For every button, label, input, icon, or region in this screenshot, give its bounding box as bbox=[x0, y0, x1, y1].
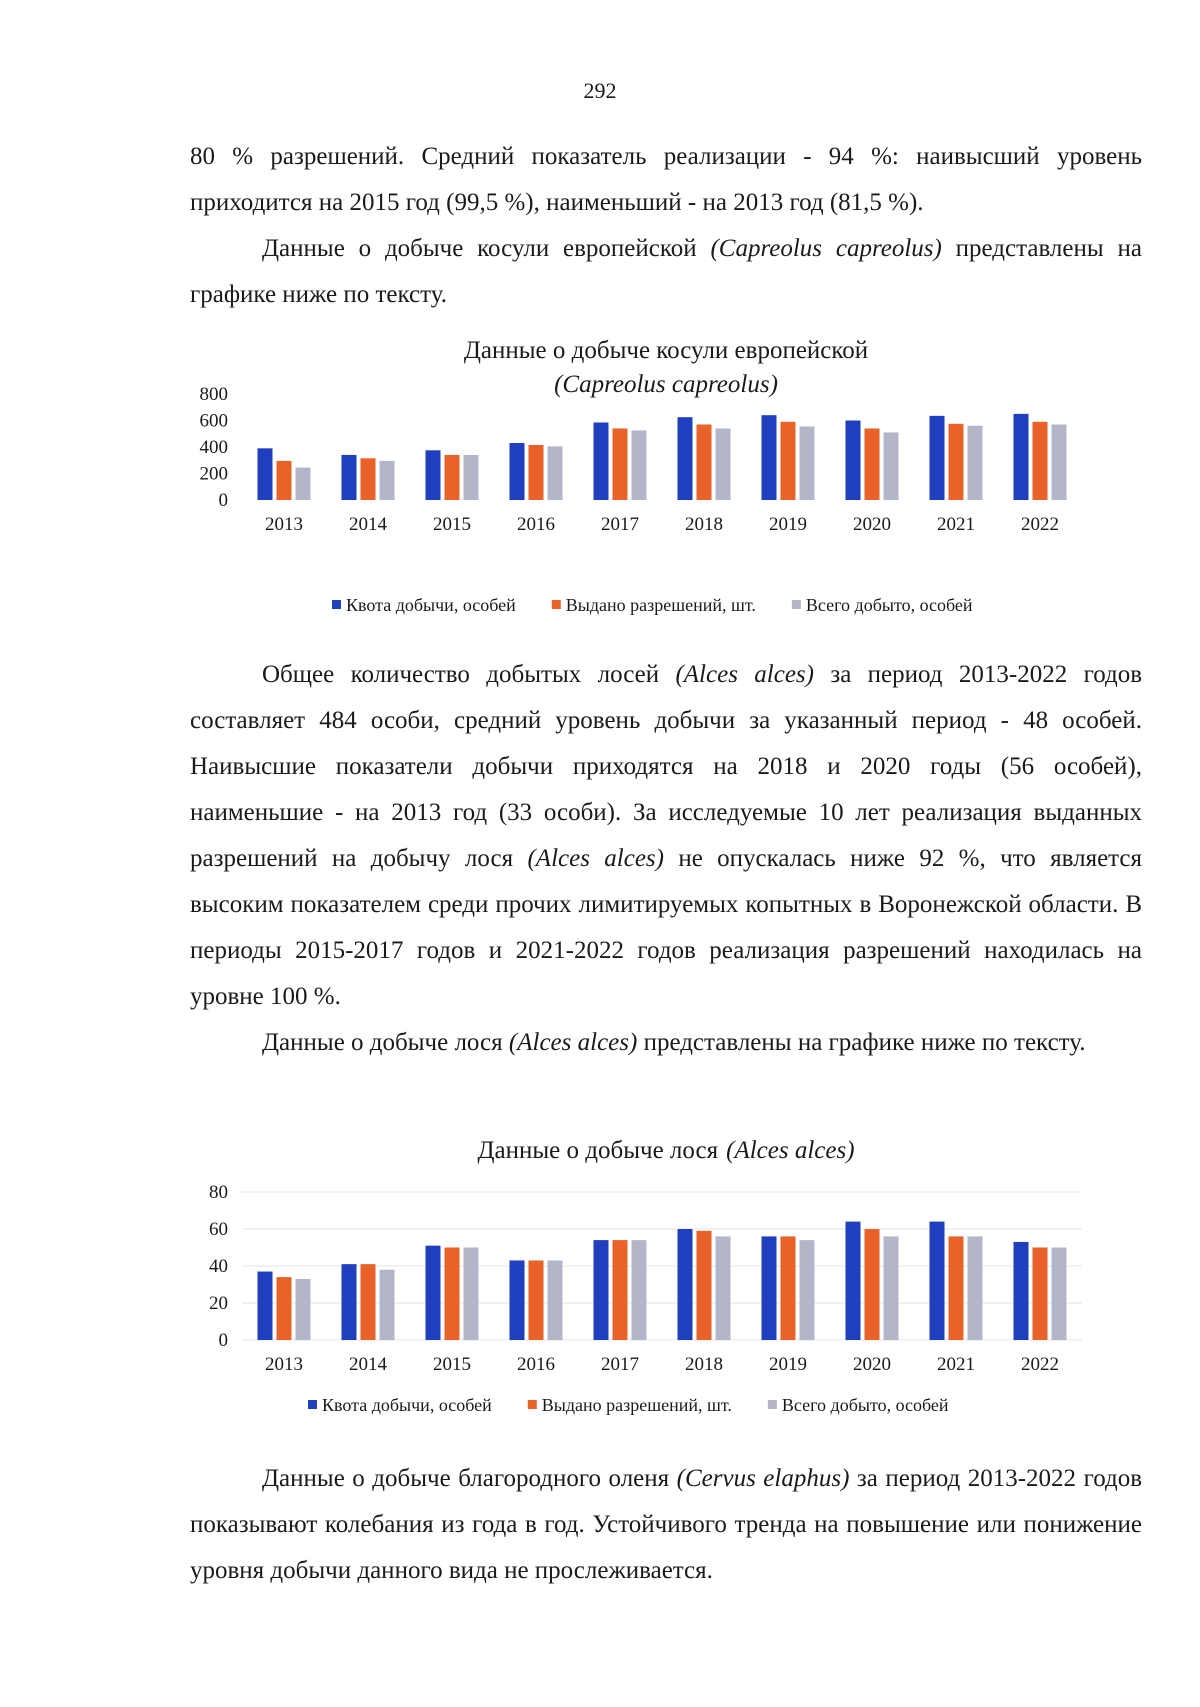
bar-quota-2021 bbox=[930, 416, 945, 500]
x-tick-label: 2013 bbox=[265, 1354, 303, 1375]
bar-harvested-2022 bbox=[1052, 1248, 1067, 1341]
x-tick-label: 2014 bbox=[349, 1354, 387, 1375]
chart-subtitle: (Alces alces) bbox=[726, 1137, 855, 1164]
chart-subtitle: (Capreolus capreolus) bbox=[554, 371, 778, 398]
x-tick-label: 2020 bbox=[853, 1354, 891, 1375]
paragraph-text: представлены на графике ниже по тексту. bbox=[637, 1029, 1086, 1056]
paragraph-moose-summary bbox=[190, 652, 1142, 1020]
chart-title: Данные о добыче косули европейской bbox=[463, 337, 869, 364]
moose-chart-svg bbox=[190, 1132, 1142, 1432]
bar-quota-2018 bbox=[678, 1229, 693, 1340]
bar-harvested-2018 bbox=[716, 428, 731, 500]
bar-permits-2015 bbox=[445, 1248, 460, 1341]
x-tick-label: 2016 bbox=[517, 514, 555, 535]
x-tick-label: 2018 bbox=[685, 514, 723, 535]
bar-quota-2021 bbox=[930, 1222, 945, 1340]
bar-quota-2022 bbox=[1014, 414, 1029, 500]
bar-permits-2021 bbox=[949, 1236, 964, 1340]
roe-deer-harvest-chart bbox=[190, 332, 1142, 632]
bar-permits-2019 bbox=[781, 1236, 796, 1340]
y-tick-label: 60 bbox=[209, 1219, 228, 1240]
x-tick-label: 2015 bbox=[433, 514, 471, 535]
bar-harvested-2019 bbox=[800, 426, 815, 500]
bar-permits-2018 bbox=[697, 1231, 712, 1340]
bar-harvested-2016 bbox=[548, 1260, 563, 1340]
legend-swatch-quota bbox=[308, 1400, 317, 1409]
bar-harvested-2019 bbox=[800, 1240, 815, 1340]
paragraph-roe-deer-intro bbox=[190, 226, 1142, 318]
bar-harvested-2020 bbox=[884, 432, 899, 500]
bar-permits-2020 bbox=[865, 428, 880, 500]
bar-harvested-2015 bbox=[464, 1248, 479, 1341]
bar-harvested-2014 bbox=[380, 1270, 395, 1340]
bar-permits-2013 bbox=[277, 1277, 292, 1340]
x-tick-label: 2017 bbox=[601, 514, 639, 535]
bar-harvested-2013 bbox=[296, 1279, 311, 1340]
x-tick-label: 2021 bbox=[937, 1354, 975, 1375]
bar-harvested-2017 bbox=[632, 430, 647, 500]
paragraph-text: Данные о добыче лося bbox=[262, 1029, 509, 1056]
chart-plot-area bbox=[209, 1182, 1082, 1375]
paragraph-moose-intro bbox=[190, 1020, 1142, 1066]
bar-permits-2016 bbox=[529, 1260, 544, 1340]
bar-permits-2013 bbox=[277, 461, 292, 500]
y-tick-label: 80 bbox=[209, 1182, 228, 1203]
y-tick-label: 0 bbox=[218, 1330, 228, 1351]
x-tick-label: 2020 bbox=[853, 514, 891, 535]
legend-label-quota: Квота добычи, особей bbox=[346, 595, 516, 615]
bar-harvested-2017 bbox=[632, 1240, 647, 1340]
bar-permits-2016 bbox=[529, 445, 544, 500]
bar-permits-2022 bbox=[1033, 422, 1048, 500]
y-tick-label: 800 bbox=[199, 384, 228, 405]
bar-quota-2020 bbox=[846, 1222, 861, 1340]
bar-quota-2017 bbox=[594, 422, 609, 500]
bar-permits-2022 bbox=[1033, 1248, 1048, 1341]
x-tick-label: 2022 bbox=[1021, 514, 1059, 535]
bar-quota-2014 bbox=[342, 1264, 357, 1340]
bar-harvested-2022 bbox=[1052, 424, 1067, 500]
bar-harvested-2020 bbox=[884, 1236, 899, 1340]
bar-permits-2014 bbox=[361, 458, 376, 500]
bar-quota-2016 bbox=[510, 443, 525, 500]
legend-swatch-permits bbox=[552, 600, 561, 609]
roe-deer-chart-svg bbox=[190, 332, 1142, 632]
bar-quota-2017 bbox=[594, 1240, 609, 1340]
bar-harvested-2015 bbox=[464, 455, 479, 500]
x-tick-label: 2018 bbox=[685, 1354, 723, 1375]
legend-label-harvested: Всего добыто, особей bbox=[805, 595, 973, 615]
y-tick-label: 600 bbox=[199, 410, 228, 432]
bar-quota-2015 bbox=[426, 1246, 441, 1340]
species-name: (Cervus elaphus) bbox=[676, 1465, 850, 1492]
species-name: (Alces alces) bbox=[508, 1029, 638, 1056]
x-tick-label: 2019 bbox=[769, 514, 807, 535]
x-tick-label: 2021 bbox=[937, 514, 975, 535]
x-tick-label: 2013 bbox=[265, 514, 303, 535]
bar-quota-2013 bbox=[258, 1272, 273, 1340]
x-tick-label: 2016 bbox=[517, 1354, 555, 1375]
paragraph-text: за период 2013-2022 годов составляет 484 особи, средний уровень добычи за указанный период - 48 особей. Наивысшие показатели добычи приходятся на 2018 и 2020 годы (56 особей), наименьшие - на 2013 год (33 особи). За исследуемые 10 лет реализация выданных разрешений на добычу лося bbox=[190, 661, 1143, 872]
legend-label-permits: Выдано разрешений, шт. bbox=[541, 1395, 732, 1415]
moose-harvest-chart bbox=[190, 1132, 1142, 1432]
chart-title bbox=[477, 1137, 854, 1164]
chart-plot-area bbox=[200, 384, 1067, 535]
bar-quota-2015 bbox=[426, 450, 441, 500]
legend-swatch-harvested bbox=[768, 1400, 777, 1409]
paragraph-text: не опускалась ниже 92 %, что является высоким показателем среди прочих лимитируемых копытных в Воронежской области. В периоды 2015-2017 годов и 2021-2022 годов реализация разрешений находилась на уровне 100 %. bbox=[190, 845, 1143, 1010]
paragraph-text: Данные о добыче благородного оленя bbox=[262, 1465, 677, 1492]
bar-harvested-2021 bbox=[968, 1236, 983, 1340]
legend-swatch-permits bbox=[528, 1400, 537, 1409]
bar-permits-2020 bbox=[865, 1229, 880, 1340]
bar-quota-2013 bbox=[258, 448, 273, 500]
bar-harvested-2013 bbox=[296, 468, 311, 500]
paragraph-text: Общее количество добытых лосей bbox=[262, 661, 676, 688]
bar-permits-2017 bbox=[613, 1240, 628, 1340]
bar-harvested-2016 bbox=[548, 446, 563, 500]
x-tick-label: 2019 bbox=[769, 1354, 807, 1375]
chart-legend bbox=[332, 595, 973, 615]
x-tick-label: 2014 bbox=[349, 514, 387, 535]
species-name: (Alces alces) bbox=[527, 845, 664, 872]
bar-quota-2016 bbox=[510, 1260, 525, 1340]
bar-permits-2018 bbox=[697, 424, 712, 500]
bar-permits-2021 bbox=[949, 424, 964, 500]
bar-harvested-2021 bbox=[968, 426, 983, 500]
legend-swatch-harvested bbox=[792, 600, 801, 609]
paragraph-text: за период 2013-2022 годов показывают колебания из года в год. Устойчивого тренда на повышение или понижение уровня добычи данного вида не прослеживается. bbox=[190, 1465, 1142, 1584]
y-tick-label: 400 bbox=[199, 437, 228, 458]
legend-swatch-quota bbox=[332, 600, 341, 609]
chart-legend bbox=[308, 1395, 949, 1415]
y-tick-label: 0 bbox=[218, 490, 228, 511]
y-tick-label: 20 bbox=[209, 1293, 228, 1314]
page-number: 292 bbox=[583, 78, 617, 103]
paragraph-text: 80 % разрешений. Средний показатель реализации - 94 %: наивысший уровень приходится на 2015 год (99,5 %), наименьший - на 2013 год (81,5 %). bbox=[190, 143, 1142, 216]
paragraph-text: Данные о добыче косули европейской bbox=[262, 235, 711, 262]
paragraph-permits-realization bbox=[190, 134, 1142, 226]
x-tick-label: 2022 bbox=[1021, 1354, 1059, 1375]
bar-quota-2014 bbox=[342, 455, 357, 500]
bar-permits-2017 bbox=[613, 428, 628, 500]
x-tick-label: 2015 bbox=[433, 1354, 471, 1375]
paragraph-red-deer bbox=[190, 1456, 1142, 1594]
species-name: (Alces alces) bbox=[675, 661, 814, 688]
bar-permits-2019 bbox=[781, 422, 796, 500]
x-tick-label: 2017 bbox=[601, 1354, 639, 1375]
y-tick-label: 40 bbox=[209, 1256, 228, 1277]
bar-quota-2019 bbox=[762, 415, 777, 500]
paragraph-text: представлены на графике ниже по тексту. bbox=[190, 235, 1142, 308]
bar-quota-2018 bbox=[678, 417, 693, 500]
bar-harvested-2014 bbox=[380, 461, 395, 500]
y-tick-label: 200 bbox=[199, 463, 228, 485]
bar-permits-2015 bbox=[445, 455, 460, 500]
legend-label-permits: Выдано разрешений, шт. bbox=[565, 595, 756, 615]
bar-harvested-2018 bbox=[716, 1236, 731, 1340]
bar-quota-2020 bbox=[846, 421, 861, 501]
bar-permits-2014 bbox=[361, 1264, 376, 1340]
chart-title-text: Данные о добыче лося bbox=[477, 1137, 719, 1164]
legend-label-quota: Квота добычи, особей bbox=[322, 1395, 492, 1415]
species-name: (Capreolus capreolus) bbox=[710, 235, 942, 262]
bar-quota-2022 bbox=[1014, 1242, 1029, 1340]
bar-quota-2019 bbox=[762, 1236, 777, 1340]
legend-label-harvested: Всего добыто, особей bbox=[781, 1395, 949, 1415]
